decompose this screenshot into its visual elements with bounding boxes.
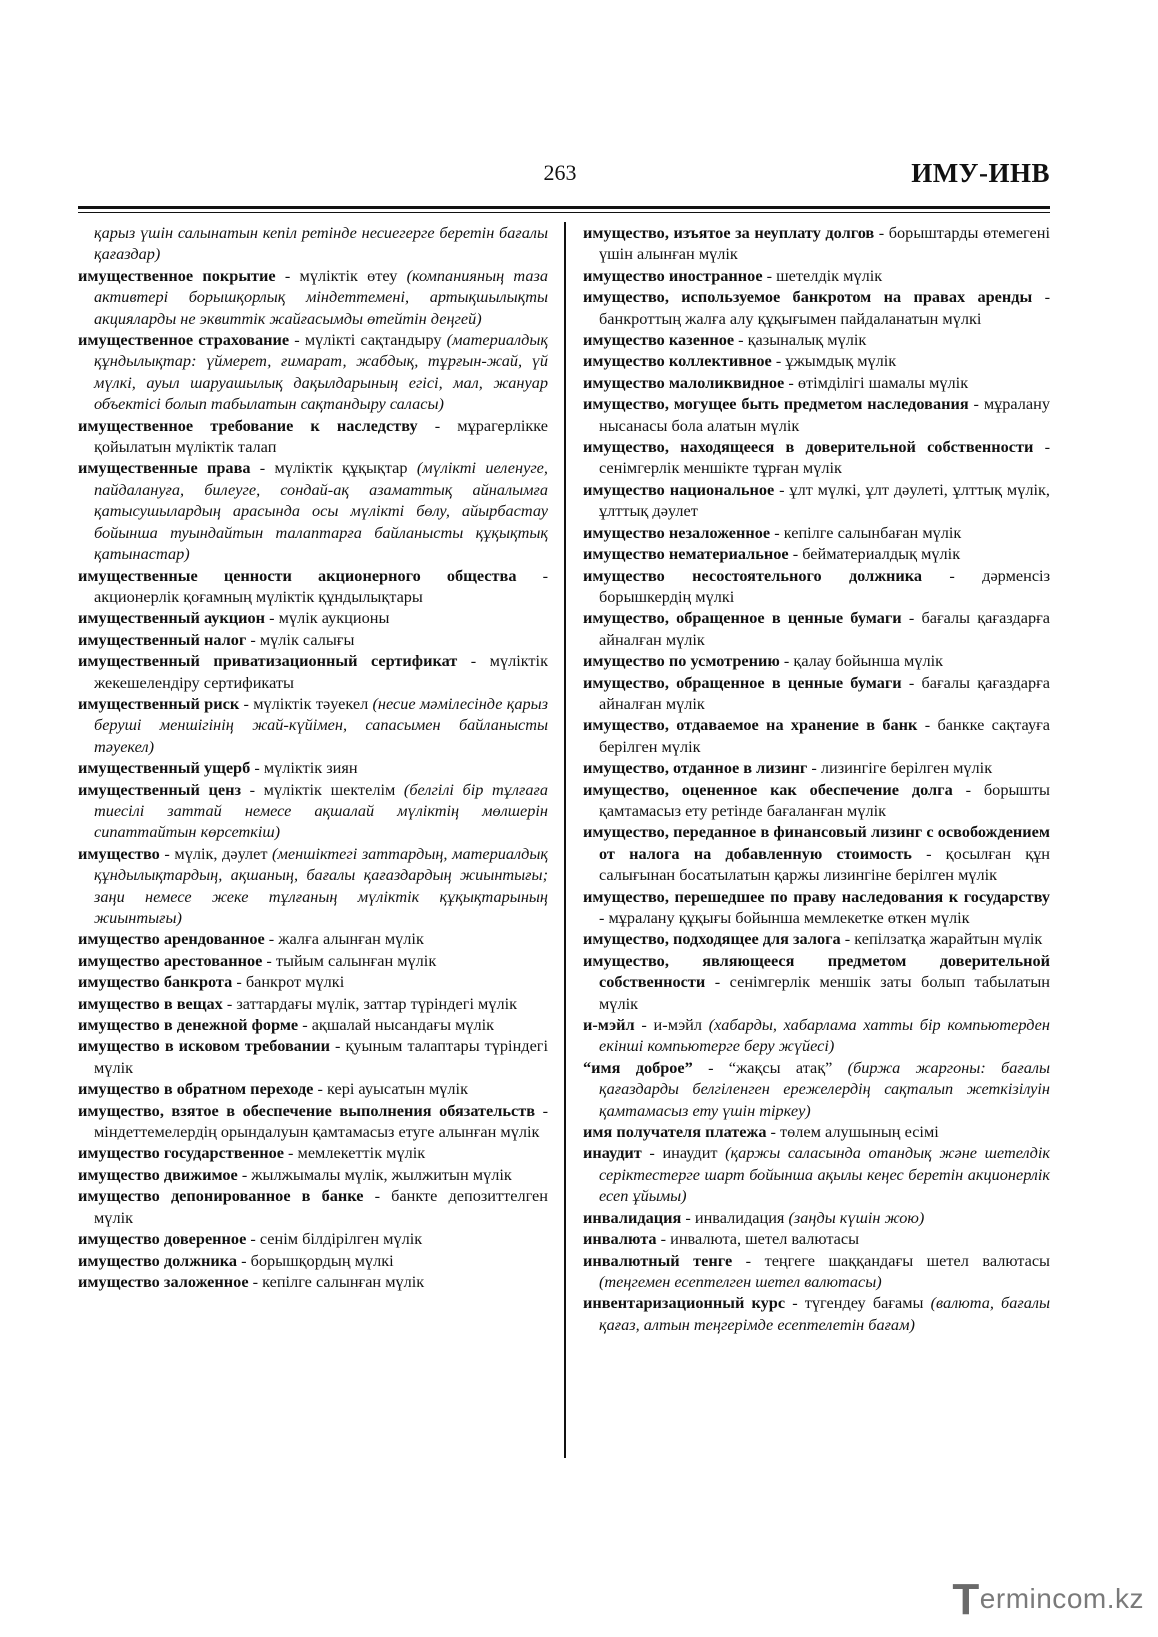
entry-translation: - жалға алынған мүлік <box>264 929 424 949</box>
entry-term: имущество, отдаваемое на хранение в банк <box>583 715 918 735</box>
entry-term: имущество, перешедшее по праву наследования к государству <box>583 886 1050 906</box>
dictionary-entry <box>583 329 1050 350</box>
entry-translation: - тыйым салынған мүлік <box>262 950 437 970</box>
column-right <box>583 222 1050 1335</box>
entry-term: инвалидация <box>583 1207 682 1227</box>
entry-note: (теңгемен есептелген шетел валютасы) <box>599 1271 882 1291</box>
entry-term: имущество в денежной форме <box>78 1015 299 1035</box>
dictionary-entry <box>583 1121 1050 1142</box>
dictionary-entry <box>583 714 1050 757</box>
dictionary-entry <box>583 1228 1050 1249</box>
watermark-letter-o: o <box>1066 1583 1083 1614</box>
dictionary-entry <box>78 1185 548 1228</box>
entry-translation: - қуыным талаптары түріндегі мүлік <box>94 1036 548 1077</box>
entry-translation: - жылжымалы мүлік, жылжитын мүлік <box>237 1164 512 1184</box>
dictionary-entry <box>78 1228 548 1249</box>
dictionary-entry <box>78 1100 548 1143</box>
entry-note: (компанияның таза активтері борышқорлық міндеттемені, артықшылықты акцияларды не эквиттік жайғасымды өтейтін деңгей) <box>94 265 548 328</box>
entry-translation: - міндеттемелердің орындалуын қамтамасыз етуге алынған мүлік <box>94 1100 548 1142</box>
entry-translation: - бейматериалдық мүлік <box>788 544 961 564</box>
entry-term: имущество национальное <box>583 479 775 499</box>
entry-translation: - кері ауысатын мүлік <box>313 1079 468 1099</box>
dictionary-entry <box>583 372 1050 393</box>
entry-translation: - ұлт мүлкі, ұлт дәулеті, ұлттық мүлік, ұлттық дәулет <box>599 479 1050 521</box>
entry-note: (белгілі бір тұлғаға тиесілі заттай немесе ақшалай мүліктің мөлшерін сипаттайтын көрсеткіш) <box>94 779 548 842</box>
entry-translation: - кепілге салынған мүлік <box>248 1271 425 1291</box>
entry-term: имущество в исковом требовании <box>78 1036 331 1056</box>
dictionary-entry <box>583 286 1050 329</box>
watermark-text-right: m.kz <box>1082 1583 1144 1614</box>
entry-translation: - төлем алушының есімі <box>766 1122 939 1142</box>
entry-term: имущественное требование к наследству <box>78 415 418 435</box>
dictionary-entry <box>583 1207 1050 1228</box>
entry-term: имущество в обратном переходе <box>78 1079 314 1099</box>
entry-translation: - кепілзатқа жарайтын мүлік <box>840 929 1043 949</box>
entry-note: (мүлікті иеленуге, пайдалануға, билеуге, сондай-ақ азаматтық айналымға қатысушылардың арасында осы мүлікті бөлу, айырбастау бойынша туындайтын талаптарға байланысты құқықтық қатынастар) <box>94 458 548 564</box>
entry-translation: - қазыналық мүлік <box>734 330 867 350</box>
entry-term: имущественный налог <box>78 629 247 649</box>
entry-note: (қаржы саласында отандық және шетелдік серіктестерге шарт бойынша ақылы кеңес беретін акционерлік есеп ұйымы) <box>599 1143 1050 1206</box>
entry-term: имущественные права <box>78 458 251 478</box>
entry-translation: - заттардағы мүлік, заттар түріндегі мүлік <box>222 993 518 1013</box>
entry-term: имущество по усмотрению <box>583 651 780 671</box>
entry-term: инвалютный тенге <box>583 1250 733 1270</box>
entry-term: имущественное покрытие <box>78 265 276 285</box>
header-rule-thick <box>78 206 1050 209</box>
dictionary-entry <box>583 1292 1050 1335</box>
entry-term: имущество <box>78 843 160 863</box>
dictionary-entry <box>583 543 1050 564</box>
entry-note: (хабарды, хабарлама хатты бір компьютерден екінші компьютерге беру жүйесі) <box>599 1015 1050 1056</box>
dictionary-entry <box>583 522 1050 543</box>
entry-translation: - “жақсы атақ” <box>692 1057 848 1077</box>
dictionary-entry <box>78 993 548 1014</box>
entry-term: имущество, переданное в финансовый лизинг с освобождением от налога на добавленную стоимость <box>583 822 1050 863</box>
entry-translation: - и-мэйл <box>634 1015 709 1035</box>
entry-translation: - инвалюта, шетел валютасы <box>656 1229 860 1249</box>
watermark-text-left: erminc <box>979 1583 1067 1614</box>
dictionary-entry <box>583 950 1050 1014</box>
dictionary-entry <box>583 436 1050 479</box>
running-head: ИМУ-ИНВ <box>911 158 1050 188</box>
dictionary-entry <box>78 265 548 329</box>
entry-term: имущество, изъятое за неуплату долгов <box>583 223 875 242</box>
entry-translation: - қосылған құн салығынан босатылатын қаржы лизингіне берілген мүлік <box>599 843 1050 885</box>
dictionary-entry <box>78 1164 548 1185</box>
entry-translation: - банкте депозиттелген мүлік <box>94 1186 548 1227</box>
entry-translation: - қалау бойынша мүлік <box>779 651 944 671</box>
entry-term: имущественное страхование <box>78 330 290 350</box>
entry-term: и-мэйл <box>583 1015 635 1035</box>
entry-term: имущество малоликвидное <box>583 372 785 392</box>
entry-translation: - мұралану құқығы бойынша мемлекетке өткен мүлік <box>599 908 970 927</box>
entry-term: имущество казенное <box>583 330 735 350</box>
dictionary-entry <box>583 650 1050 671</box>
entry-term: имущество арендованное <box>78 929 265 949</box>
dictionary-entry <box>583 479 1050 522</box>
entry-translation: - инаудит <box>641 1143 726 1163</box>
entry-translation: - дәрменсіз борышкердің мүлкі <box>599 565 1050 606</box>
entry-note: (несие мәмілесінде қарыз беруші меншігінің жай-күйімен, сапасымен байланысты тәуекел) <box>94 693 548 756</box>
dictionary-entry <box>78 457 548 564</box>
entry-term: имущество заложенное <box>78 1271 249 1291</box>
entry-translation: - сенімгерлік меншік заты болып табылатын мүлік <box>599 972 1050 1013</box>
entry-term: имущество, подходящее для залога <box>583 929 841 949</box>
entry-term: имущество государственное <box>78 1143 284 1163</box>
dictionary-entry <box>78 329 548 415</box>
entry-translation: - өтімділігі шамалы мүлік <box>784 372 969 392</box>
entry-term: инвентаризационный курс <box>583 1293 786 1313</box>
entry-translation: - теңгеге шаққандағы шетел валютасы <box>732 1250 1050 1270</box>
entry-translation: - акционерлік қоғамның мүліктік құндылықтары <box>94 565 548 606</box>
dictionary-entry <box>78 629 548 650</box>
entry-translation: - мемлекеттік мүлік <box>283 1143 426 1163</box>
entry-translation: - мүлік салығы <box>246 629 355 649</box>
entry-term: имущество несостоятельного должника <box>583 565 923 585</box>
dictionary-entry <box>583 779 1050 822</box>
entry-term: инвалюта <box>583 1229 657 1249</box>
entry-term: имущество, могущее быть предметом наследования <box>583 394 969 414</box>
dictionary-entry <box>78 1142 548 1163</box>
watermark-letter: T <box>952 1575 980 1624</box>
dictionary-entry <box>583 928 1050 949</box>
dictionary-entry <box>78 1078 548 1099</box>
entry-translation: - мүліктік жекешелендіру сертификаты <box>94 651 548 692</box>
entry-term: имущественный ценз <box>78 779 242 799</box>
dictionary-entry <box>78 779 548 843</box>
dictionary-entry <box>583 1250 1050 1293</box>
entry-term: имущество коллективное <box>583 351 772 371</box>
dictionary-entry <box>78 693 548 757</box>
entry-note: (биржа жаргоны: бағалы қағаздарды белгіленген ережелердің сақталып жеткізілуін қамтамасыз ету үшін тіркеу) <box>599 1057 1050 1120</box>
entry-translation: - шетелдік мүлік <box>762 265 883 285</box>
entry-term: имущество иностранное <box>583 265 763 285</box>
entry-translation: - бағалы қағаздарға айналған мүлік <box>599 672 1050 713</box>
entry-note: (валюта, бағалы қағаз, алтын теңгерімде есептелетін бағам) <box>599 1293 1050 1334</box>
entry-translation: - банкрот мүлкі <box>232 972 345 992</box>
entry-translation: - мұрагерлікке қойылатын мүліктік талап <box>94 415 548 457</box>
entry-term: имущество нематериальное <box>583 544 789 564</box>
entry-term: имущество, обращенное в ценные бумаги <box>583 608 902 628</box>
entry-translation: - бағалы қағаздарға айналған мүлік <box>599 608 1050 649</box>
column-divider <box>564 222 566 1458</box>
entry-term: имущественный риск <box>78 693 240 713</box>
entry-term: имущество, отданное в лизинг <box>583 758 808 778</box>
entry-translation: - мүлік аукционы <box>265 608 390 628</box>
dictionary-entry <box>78 757 548 778</box>
entry-term: имущество, обращенное в ценные бумаги <box>583 672 902 692</box>
dictionary-entry <box>78 607 548 628</box>
entry-note: (меншіктегі заттардың, материалдық құндылықтардың, ақшаның, бағалы қағаздардың жиынтығы; заңи немесе жеке тұлғаның мүліктік құқықтарының жиынтығы) <box>94 843 548 927</box>
entry-term: имущественный аукцион <box>78 608 266 628</box>
entry-translation: - мүліктік шектелім <box>241 779 404 799</box>
entry-translation: - борышты қамтамасыз ету ретінде бағаланған мүлік <box>599 779 1050 820</box>
dictionary-entry <box>583 886 1050 929</box>
entry-translation: - ұжымдық мүлік <box>771 351 897 371</box>
dictionary-entry <box>78 843 548 929</box>
dictionary-entry <box>78 1014 548 1035</box>
dictionary-entry <box>583 1014 1050 1057</box>
entry-translation: - сенім білдірілген мүлік <box>246 1229 423 1249</box>
entry-term: имущество, находящееся в доверительной собственности <box>583 437 1034 457</box>
dictionary-entry <box>583 607 1050 650</box>
entry-translation: - мүліктік өтеу <box>275 265 407 285</box>
header-rule-thin <box>78 212 1050 213</box>
entry-translation: - лизингіге берілген мүлік <box>807 758 993 778</box>
entry-term: имущество банкрота <box>78 972 233 992</box>
dictionary-entry <box>78 222 548 265</box>
dictionary-entry <box>78 928 548 949</box>
dictionary-entry <box>583 1057 1050 1121</box>
entry-translation: - ақшалай нысандағы мүлік <box>298 1015 495 1035</box>
entry-term: имущественные ценности акционерного общества <box>78 565 517 585</box>
dictionary-entry <box>583 757 1050 778</box>
entry-term: имущественный ущерб <box>78 758 251 778</box>
dictionary-entry <box>78 1035 548 1078</box>
entry-note: (заңды күшін жою) <box>788 1207 925 1227</box>
entry-term: “имя доброе” <box>583 1057 693 1077</box>
entry-translation: - сенімгерлік меншікте тұрған мүлік <box>599 437 1050 478</box>
entry-translation: - мүліктік құқықтар <box>250 458 417 478</box>
entry-term: инаудит <box>583 1143 642 1163</box>
watermark-logo <box>952 1575 1144 1625</box>
dictionary-entry <box>583 350 1050 371</box>
entry-translation: - борыштарды өтемегені үшін алынған мүлік <box>599 223 1050 264</box>
entry-translation: - мүлік, дәулет <box>159 843 273 863</box>
dictionary-entry <box>583 821 1050 885</box>
entry-translation: - инвалидация <box>681 1207 789 1227</box>
entry-term: имущество должника <box>78 1250 238 1270</box>
entry-translation: - мүлікті сақтандыру <box>289 330 447 350</box>
entry-note: қарыз үшін салынатын кепіл ретінде несиегерге беретін бағалы қағаздар) <box>94 223 548 264</box>
entry-translation: - борышқордың мүлкі <box>237 1250 394 1270</box>
dictionary-entry <box>78 415 548 458</box>
entry-term: имущество, используемое банкротом на правах аренды <box>583 287 1033 307</box>
entry-term: имущество, оцененное как обеспечение долга <box>583 779 953 799</box>
entry-term: имущество доверенное <box>78 1229 247 1249</box>
entry-term: имущество в вещах <box>78 993 223 1013</box>
entry-term: имя получателя платежа <box>583 1122 767 1142</box>
entry-translation: - мүліктік тәуекел <box>239 693 373 713</box>
dictionary-entry <box>583 672 1050 715</box>
dictionary-entry <box>78 1250 548 1271</box>
dictionary-entry <box>78 1271 548 1292</box>
entry-term: имущество, взятое в обеспечение выполнения обязательств <box>78 1100 536 1120</box>
entry-translation: - мұралану нысанасы бола алатын мүлік <box>599 394 1050 435</box>
entry-term: имущество депонированное в банке <box>78 1186 364 1206</box>
entry-translation: - мүліктік зиян <box>250 758 358 778</box>
entry-translation: - кепілге салынбаған мүлік <box>770 522 962 542</box>
entry-term: имущество, являющееся предметом доверительной собственности <box>583 950 1050 992</box>
dictionary-entry <box>583 265 1050 286</box>
dictionary-entry <box>78 650 548 693</box>
entry-note: (материалдық құндылықтар: үймерет, ғимарат, жабдық, тұрғын-жай, үй мүлкі, ауыл шаруашылық дақылдарының егісі, мал, жануар объектісі болып табылатын сақтандыру саласы) <box>94 330 548 414</box>
dictionary-entry <box>78 950 548 971</box>
entry-translation: - түгендеу бағамы <box>785 1293 931 1313</box>
dictionary-entry <box>583 393 1050 436</box>
entry-translation: - банкке сақтауға берілген мүлік <box>599 715 1050 756</box>
dictionary-entry <box>78 565 548 608</box>
dictionary-entry <box>583 1142 1050 1206</box>
entry-term: имущество незаложенное <box>583 522 771 542</box>
dictionary-entry <box>78 971 548 992</box>
entry-term: имущество арестованное <box>78 950 263 970</box>
entry-translation: - банкроттың жалға алу құқығымен пайдаланатын мүлкі <box>599 287 1050 328</box>
column-left <box>78 222 548 1292</box>
dictionary-entry <box>583 222 1050 265</box>
entry-term: имущественный приватизационный сертификат <box>78 651 458 671</box>
entry-term: имущество движимое <box>78 1164 238 1184</box>
page-number: 263 <box>543 160 577 185</box>
dictionary-entry <box>583 565 1050 608</box>
